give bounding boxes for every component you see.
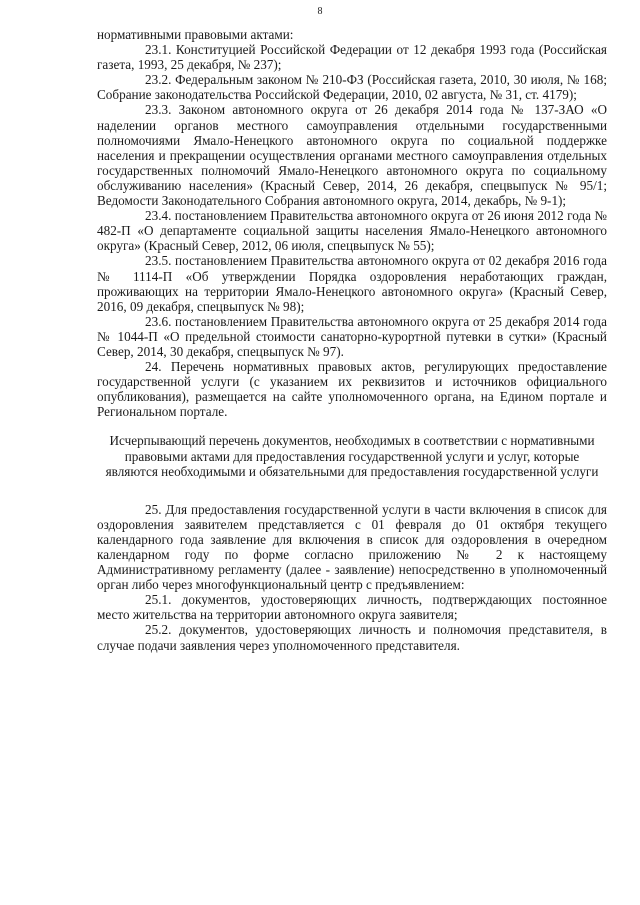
paragraph-23-4: 23.4. постановлением Правительства автономного округа от 26 июня 2012 года № 482-П «О департаменте социальной защиты населения Ямало-Ненецкого автономного округа» (Красный Север, 2012, 06 июля, спецвыпуск № 55); bbox=[97, 208, 607, 254]
paragraph-25-2: 25.2. документов, удостоверяющих личность и полномочия представителя, в случае подачи заявления через уполномоченного представителя. bbox=[97, 622, 607, 653]
paragraph-23-2: 23.2. Федеральным законом № 210-ФЗ (Российская газета, 2010, 30 июля, № 168; Собрание законодательства Российской Федерации, 2010, 02 августа, № 31, ст. 4179); bbox=[97, 72, 607, 103]
document-body bbox=[97, 27, 607, 653]
paragraph-23-5: 23.5. постановлением Правительства автономного округа от 02 декабря 2016 года № 1114-П «Об утверждении Порядка оздоровления неработающих граждан, проживающих на территории Ямало-Ненецкого автономного округа» (Красный Север, 2016, 09 декабря, спецвыпуск № 98); bbox=[97, 253, 607, 314]
spacer bbox=[97, 419, 607, 433]
paragraph-23-3: 23.3. Законом автономного округа от 26 декабря 2014 года № 137-ЗАО «О наделении органов местного самоуправления отдельными государственными полномочиями Ямало-Ненецкого автономного округа по социальной поддержке населения и прекращении осуществления органами местного самоуправления отдельных государственных полномочий Ямало-Ненецкого автономного округа по социальному обслуживанию населения» (Красный Север, 2014, 26 декабря, спецвыпуск № 95/1; Ведомости Законодательного Собрания автономного округа, 2014, декабрь, № 9-1); bbox=[97, 102, 607, 209]
paragraph-continuation: нормативными правовыми актами: bbox=[97, 27, 294, 42]
page-number: 8 bbox=[317, 6, 323, 17]
paragraph-25: 25. Для предоставления государственной услуги в части включения в список для оздоровления заявителем представляется с 01 февраля до 01 октября текущего календарного года заявление для включения в список для оздоровления в очередном календарном году по форме согласно приложению № 2 к настоящему Административному регламенту (далее - заявление) непосредственно в уполномоченный орган либо через многофункциональный центр с предъявлением: bbox=[97, 501, 607, 593]
paragraph-23-1: 23.1. Конституцией Российской Федерации от 12 декабря 1993 года (Российская газета, 1993, 25 декабря, № 237); bbox=[97, 42, 607, 73]
paragraph-23-6: 23.6. постановлением Правительства автономного округа от 25 декабря 2014 года № 1044-П «О предельной стоимости санаторно-курортной путевки в сутки» (Красный Север, 2014, 30 декабря, спецвыпуск № 97). bbox=[97, 313, 607, 359]
paragraph-24: 24. Перечень нормативных правовых актов, регулирующих предоставление государственной услуги (с указанием их реквизитов и источников официального опубликования), размещается на сайте уполномоченного органа, на Едином портале и Региональном портале. bbox=[97, 359, 607, 420]
paragraph-25-1: 25.1. документов, удостоверяющих личность, подтверждающих постоянное место жительства на территории автономного округа заявителя; bbox=[97, 592, 607, 623]
section-heading: Исчерпывающий перечень документов, необходимых в соответствии с нормативными правовыми актами для предоставления государственной услуги и услуг, которые являются необходимыми и обязательными для предоставления государственной услуги bbox=[105, 433, 599, 480]
spacer bbox=[97, 480, 607, 502]
